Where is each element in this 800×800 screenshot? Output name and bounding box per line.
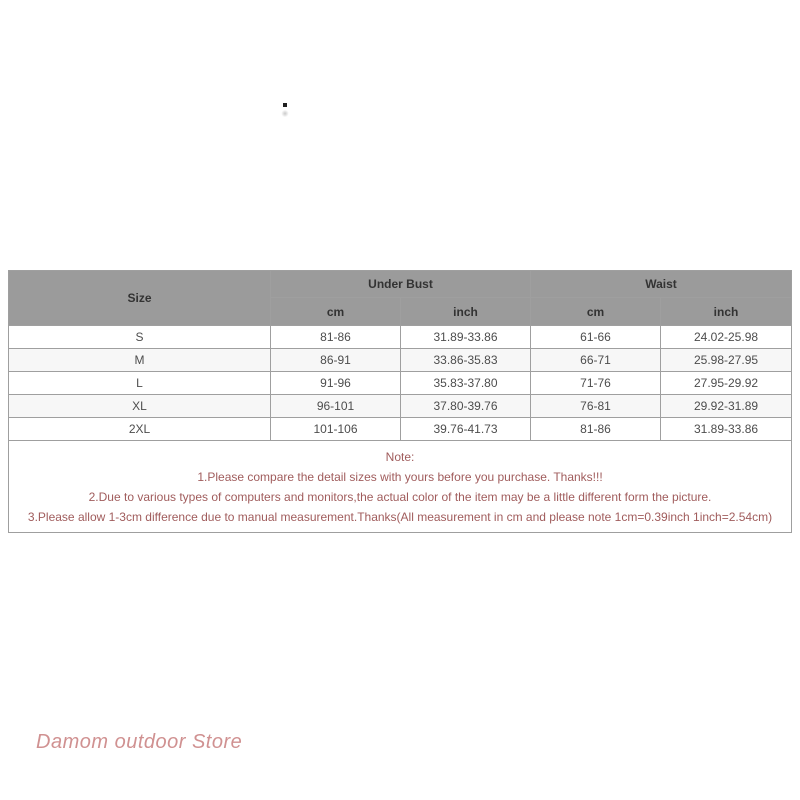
- waist-inch-cell: 27.95-29.92: [661, 372, 792, 395]
- under-bust-inch-cell: 35.83-37.80: [401, 372, 531, 395]
- size-cell: XL: [9, 395, 271, 418]
- waist-inch-cell: 29.92-31.89: [661, 395, 792, 418]
- header-waist-inch: inch: [661, 298, 792, 326]
- table-header: [9, 271, 792, 326]
- under-bust-cm-cell: 86-91: [271, 349, 401, 372]
- header-under-bust-cm: cm: [271, 298, 401, 326]
- note-line-1: 1.Please compare the detail sizes with yours before you purchase. Thanks!!!: [197, 469, 603, 484]
- table-row: [9, 395, 792, 418]
- under-bust-cm-cell: 101-106: [271, 418, 401, 441]
- under-bust-cm-cell: 91-96: [271, 372, 401, 395]
- table-body: [9, 326, 792, 441]
- note-body: [9, 441, 792, 533]
- size-cell: M: [9, 349, 271, 372]
- waist-cm-cell: 61-66: [531, 326, 661, 349]
- under-bust-inch-cell: 33.86-35.83: [401, 349, 531, 372]
- waist-inch-cell: 24.02-25.98: [661, 326, 792, 349]
- table-row: [9, 372, 792, 395]
- size-cell: 2XL: [9, 418, 271, 441]
- size-cell: L: [9, 372, 271, 395]
- note-title: Note:: [385, 449, 415, 464]
- header-under-bust: Under Bust: [271, 271, 531, 298]
- under-bust-inch-cell: 37.80-39.76: [401, 395, 531, 418]
- note-section: [9, 441, 792, 533]
- under-bust-cm-cell: 81-86: [271, 326, 401, 349]
- header-waist: Waist: [531, 271, 792, 298]
- waist-cm-cell: 71-76: [531, 372, 661, 395]
- waist-inch-cell: 31.89-33.86: [661, 418, 792, 441]
- waist-cm-cell: 81-86: [531, 418, 661, 441]
- note-row: [9, 441, 792, 533]
- header-group-row: [9, 271, 792, 298]
- store-watermark: Damom outdoor Store: [36, 731, 243, 753]
- table-row: [9, 418, 792, 441]
- note-line-3: 3.Please allow 1-3cm difference due to manual measurement.Thanks(All measurement in cm and please note 1cm=0.39inch 1inch=2.54cm): [27, 509, 773, 524]
- waist-cm-cell: 76-81: [531, 395, 661, 418]
- header-under-bust-inch: inch: [401, 298, 531, 326]
- under-bust-inch-cell: 31.89-33.86: [401, 326, 531, 349]
- size-chart-table: [8, 270, 792, 533]
- waist-inch-cell: 25.98-27.95: [661, 349, 792, 372]
- pixel-artifact-speck: [281, 110, 289, 117]
- pixel-artifact-dot: [283, 103, 287, 107]
- size-cell: S: [9, 326, 271, 349]
- table-row: [9, 326, 792, 349]
- header-size: Size: [9, 271, 271, 326]
- header-waist-cm: cm: [531, 298, 661, 326]
- note-line-2: 2.Due to various types of computers and monitors,the actual color of the item may be a little different form the picture.: [88, 489, 712, 504]
- under-bust-inch-cell: 39.76-41.73: [401, 418, 531, 441]
- under-bust-cm-cell: 96-101: [271, 395, 401, 418]
- table-row: [9, 349, 792, 372]
- waist-cm-cell: 66-71: [531, 349, 661, 372]
